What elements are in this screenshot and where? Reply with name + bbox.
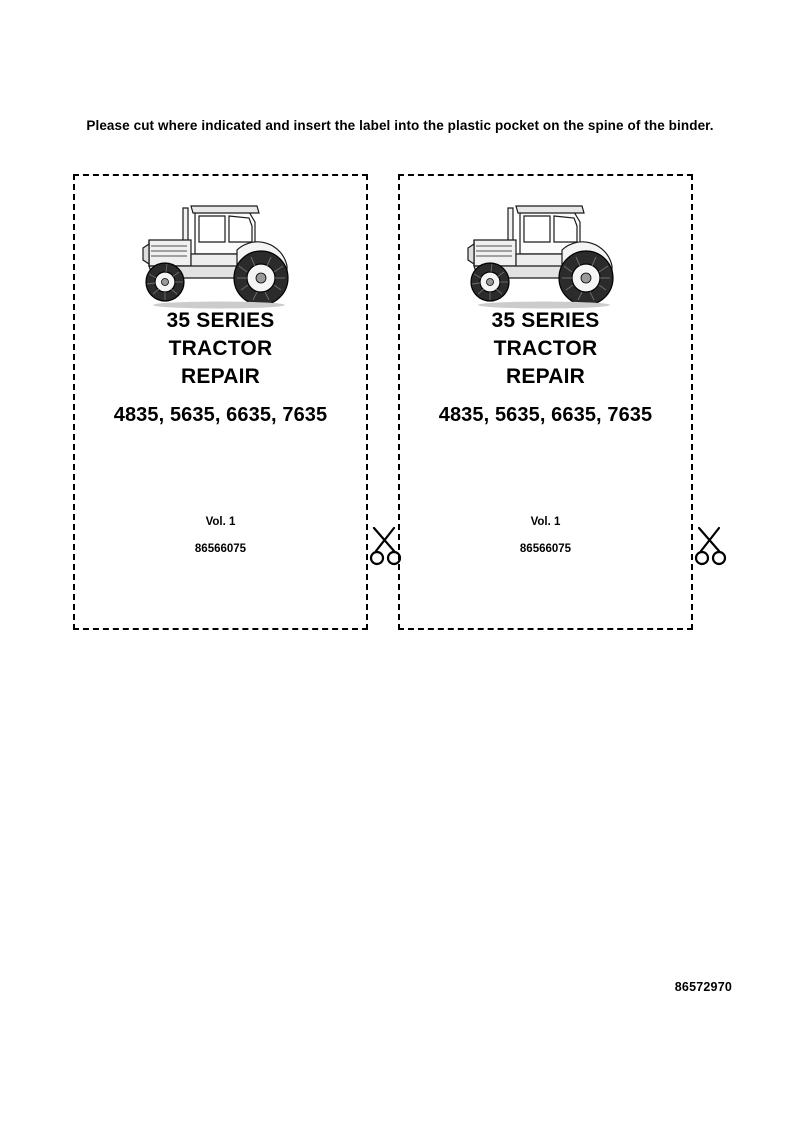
label-volume: Vol. 1	[530, 516, 561, 528]
instruction-text: Please cut where indicated and insert the label into the plastic pocket on the spine of the binder.	[86, 118, 714, 133]
cut-label-card-2	[398, 174, 693, 630]
label-title-line-1: 35 SERIES	[491, 309, 600, 332]
label-title-line-3: REPAIR	[181, 364, 260, 388]
scissors-icon	[693, 524, 729, 568]
label-title-line-3: REPAIR	[506, 364, 585, 388]
label-volume: Vol. 1	[205, 516, 236, 528]
scissors-icon	[368, 524, 404, 568]
tractor-illustration	[446, 192, 646, 312]
label-part-number: 86566075	[194, 543, 247, 555]
label-models: 4835, 5635, 6635, 7635	[438, 404, 653, 426]
label-title-line-1: 35 SERIES	[166, 309, 275, 332]
document-number: 86572970	[674, 980, 732, 994]
label-title-line-2: TRACTOR	[493, 336, 598, 360]
label-title-block	[400, 307, 691, 391]
label-part-number: 86566075	[519, 543, 572, 555]
tractor-illustration	[121, 192, 321, 312]
label-title-line-2: TRACTOR	[168, 336, 273, 360]
cut-label-card-1	[73, 174, 368, 630]
label-models: 4835, 5635, 6635, 7635	[113, 404, 328, 426]
label-title-block	[75, 307, 366, 391]
